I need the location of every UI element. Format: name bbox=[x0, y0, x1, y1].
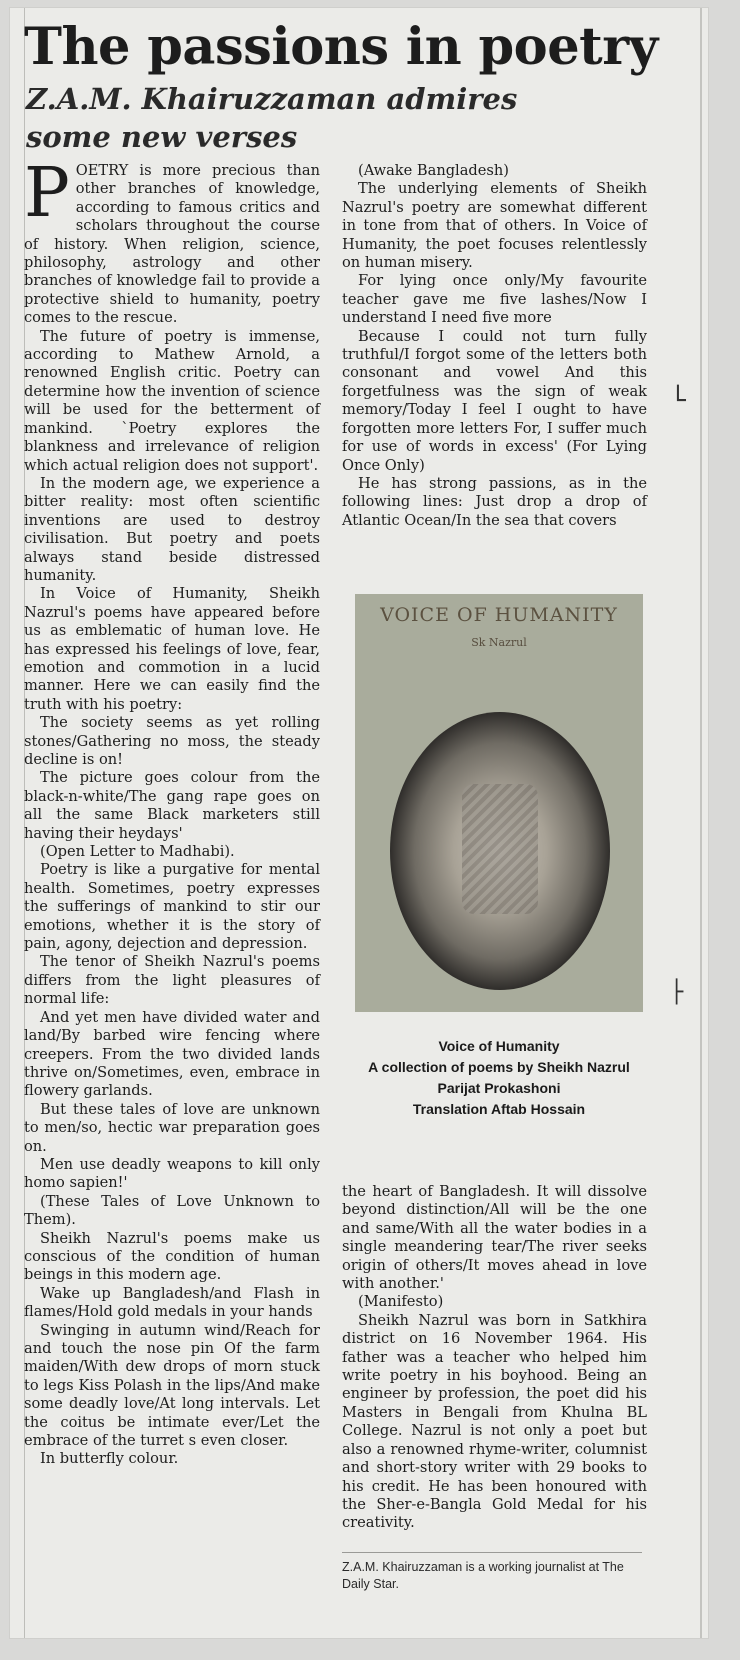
poem-excerpt: Swinging in autumn wind/Reach for and touch the nose pin Of the farm maiden/With dew drops of morn stuck to legs Kiss Polash in the lips/And make some deadly love/At long intervals. Let the coitus be intimate ever/Let the embrace of the turret s even closer. bbox=[24, 1321, 320, 1450]
poem-excerpt: And yet men have divided water and land/By barbed wire fencing where creepers. From the two divided lands thrive on/Sometimes, even, embrace in flowery garlands. bbox=[24, 1008, 320, 1100]
paragraph: The tenor of Sheikh Nazrul's poems differs from the light pleasures of normal life: bbox=[24, 953, 320, 1008]
paragraph: Poetry is like a purgative for mental health. Sometimes, poetry expresses the sufferings of mankind to stir our emotions, whether it is the story of pain, agony, dejection and depression. bbox=[24, 861, 320, 953]
book-cover-image bbox=[355, 594, 643, 1012]
poem-excerpt: the heart of Bangladesh. It will dissolve beyond distinction/All will be the one and same/With all the water bodies in a single meandering tear/The river seeks origin of others/It moves ahead in love with another.' bbox=[342, 1183, 647, 1293]
caption-publisher: Parijat Prokashoni bbox=[437, 1080, 561, 1096]
cover-artwork bbox=[390, 712, 610, 990]
book-cover-author: Sk Nazrul bbox=[471, 636, 527, 649]
author-bio: Z.A.M. Khairuzzaman is a working journalist at The Daily Star. bbox=[342, 1560, 624, 1591]
article-column-1 bbox=[24, 154, 320, 1469]
article-column-2-top bbox=[342, 162, 647, 530]
caption-book-title: Voice of Humanity bbox=[438, 1038, 560, 1054]
paragraph: The underlying elements of Sheikh Nazrul's poetry are somewhat different in tone from that of others. In Voice of Humanity, the poet focuses relentlessly on human misery. bbox=[342, 180, 647, 272]
poem-excerpt: In butterfly colour. bbox=[40, 1450, 179, 1468]
poem-excerpt: But these tales of love are unknown to men/so, hectic war preparation goes on. bbox=[24, 1100, 320, 1155]
cover-sculpture bbox=[462, 784, 538, 914]
poem-citation: (These Tales of Love Unknown to Them). bbox=[24, 1192, 320, 1229]
poem-citation: (Open Letter to Madhabi). bbox=[40, 843, 235, 861]
paragraph: In the modern age, we experience a bitter reality: most often scientific inventions are used to destroy civilisation. But poetry and poets always stand beside distressed humanity. bbox=[24, 474, 320, 584]
article-column-2-bottom bbox=[342, 1183, 647, 1533]
image-caption bbox=[355, 1036, 643, 1120]
deck-subtitle: Z.A.M. Khairuzzaman admires some new verses bbox=[26, 82, 518, 154]
paragraph: He has strong passions, as in the following lines: Just drop a drop of Atlantic Ocean/In the sea that covers bbox=[342, 474, 647, 529]
newspaper-page bbox=[10, 8, 708, 1638]
poem-excerpt: Men use deadly weapons to kill only homo sapien!' bbox=[24, 1155, 320, 1192]
paragraph: POETRY is more precious than other branches of knowledge, according to famous critics and scholars throughout the course of history. When religion, science, philosophy, astrology and other branches of knowledge fail to provide a protective shield to humanity, poetry comes to the rescue. bbox=[24, 154, 320, 327]
poem-citation: (Awake Bangladesh) bbox=[358, 162, 509, 179]
poem-excerpt: The society seems as yet rolling stones/Gathering no moss, the steady decline is on! bbox=[24, 714, 320, 768]
poem-excerpt: Because I could not turn fully truthful/I forgot some of the letters both consonant and vowel And this forgetfulness was the sign of weak memory/Today I feel I ought to have forgotten more letters For, I suffer much for use of words in excess' (For Lying Once Only) bbox=[342, 327, 647, 474]
caption-translator: Translation Aftab Hossain bbox=[412, 1101, 586, 1117]
drop-cap: P bbox=[24, 154, 70, 233]
paragraph: The future of poetry is immense, according to Mathew Arnold, a renowned English critic. Poetry can determine how the invention of science will be used for the betterment of mankind. `Poetry explores the blankness and irrelevance of religion which actual religion does not support'. bbox=[24, 327, 320, 474]
margin-mark: └ bbox=[670, 386, 686, 416]
poem-excerpt: The picture goes colour from the black-n-white/The gang rape goes on all the same Black marketers still having their heydays' bbox=[24, 769, 320, 842]
paragraph: Sheikh Nazrul's poems make us conscious of the condition of human beings in this modern age. bbox=[24, 1229, 320, 1284]
book-cover-title: VOICE OF HUMANITY bbox=[380, 604, 618, 626]
caption-description: A collection of poems by Sheikh Nazrul bbox=[368, 1059, 630, 1075]
byline-divider bbox=[342, 1552, 642, 1553]
poem-excerpt: Wake up Bangladesh/and Flash in flames/Hold gold medals in your hands bbox=[24, 1284, 320, 1321]
paragraph: In Voice of Humanity, Sheikh Nazrul's poems have appeared before us as emblematic of human love. He has expressed his feelings of love, fear, emotion and commotion in a lucid manner. Here we can easily find the truth with his poetry: bbox=[24, 585, 320, 713]
poem-citation: (Manifesto) bbox=[358, 1293, 444, 1311]
poem-excerpt: For lying once only/My favourite teacher gave me five lashes/Now I understand I need five more bbox=[342, 272, 647, 327]
margin-mark: ├ bbox=[670, 980, 684, 1005]
headline: The passions in poetry bbox=[24, 17, 658, 77]
paragraph: Sheikh Nazrul was born in Satkhira district on 16 November 1964. His father was a teacher who helped him write poetry in his boyhood. Being an engineer by profession, the poet did his Masters in Bengali from Khulna BL College. Nazrul is not only a poet but also a renowned rhyme-writer, columnist and short-story writer with 29 books to his credit. He has been honoured with the Sher-e-Bangla Gold Medal for his creativity. bbox=[342, 1311, 647, 1532]
column-rule-right bbox=[700, 8, 702, 1638]
